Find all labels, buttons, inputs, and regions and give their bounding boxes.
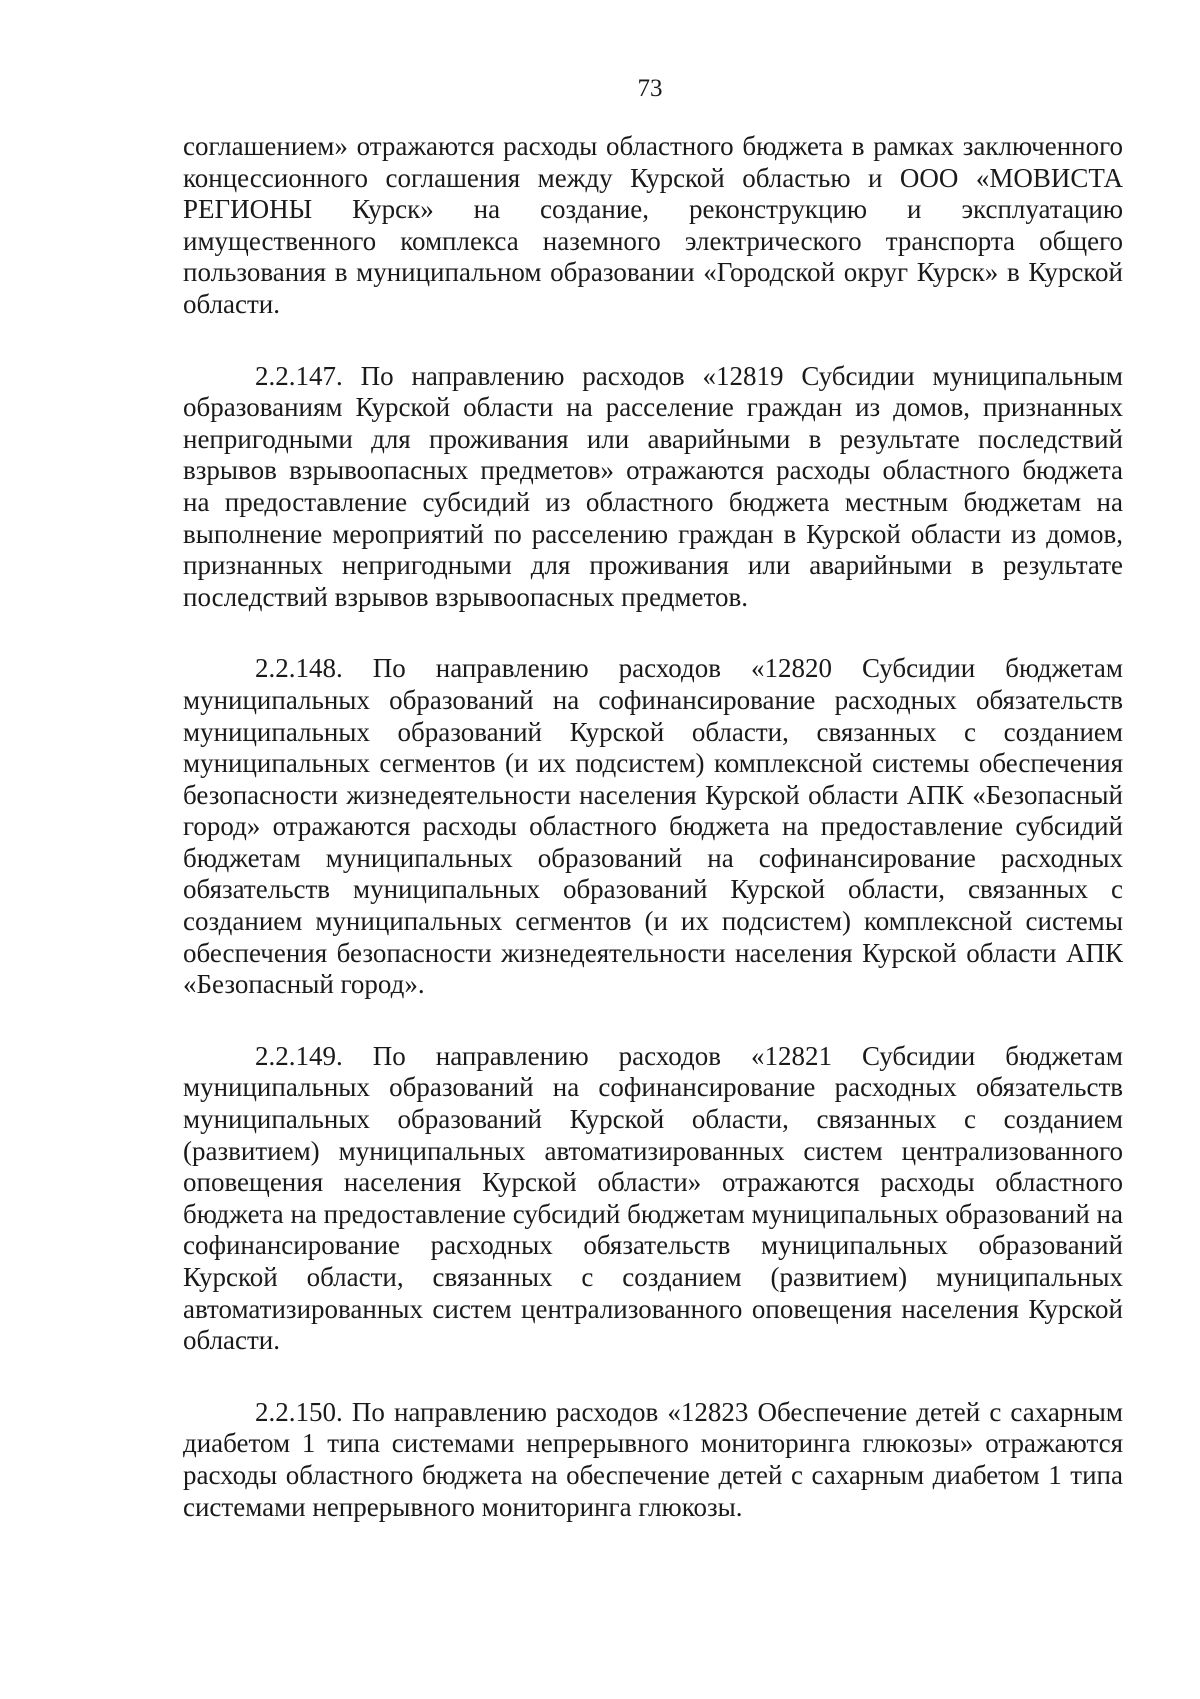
paragraph-2-2-149: 2.2.149. По направлению расходов «12821 Субсидии бюджетам муниципальных образований на софинансирование расходных обязательств муниципальных образований Курской области, связанных с созданием (развитием) муниципальных автоматизированных систем централизованного оповещения населения Курской области» отражаются расходы областного бюджета на предоставление субсидий бюджетам муниципальных образований на софинансирование расходных обязательств муниципальных образований Курской области, связанных с созданием (развитием) муниципальных автоматизированных систем централизованного оповещения населения Курской области. xyxy=(183,1040,1123,1356)
paragraph-2-2-147: 2.2.147. По направлению расходов «12819 Субсидии муниципальным образованиям Курской области на расселение граждан из домов, признанных непригодными для проживания или аварийными в результате последствий взрывов взрывоопасных предметов» отражаются расходы областного бюджета на предоставление субсидий из областного бюджета местным бюджетам на выполнение мероприятий по расселению граждан в Курской области из домов, признанных непригодными для проживания или аварийными в результате последствий взрывов взрывоопасных предметов. xyxy=(183,360,1123,612)
document-body xyxy=(183,131,1123,1523)
paragraph-continuation: соглашением» отражаются расходы областного бюджета в рамках заключенного концессионного соглашения между Курской областью и ООО «МОВИСТА РЕГИОНЫ Курск» на создание, реконструкцию и эксплуатацию имущественного комплекса наземного электрического транспорта общего пользования в муниципальном образовании «Городской округ Курск» в Курской области. xyxy=(183,131,1123,319)
paragraph-2-2-148: 2.2.148. По направлению расходов «12820 Субсидии бюджетам муниципальных образований на софинансирование расходных обязательств муниципальных образований Курской области, связанных с созданием муниципальных сегментов (и их подсистем) комплексной системы обеспечения безопасности жизнедеятельности населения Курской области АПК «Безопасный город» отражаются расходы областного бюджета на предоставление субсидий бюджетам муниципальных образований на софинансирование расходных обязательств муниципальных образований Курской области, связанных с созданием муниципальных сегментов (и их подсистем) комплексной системы обеспечения безопасности жизнедеятельности населения Курской области АПК «Безопасный город». xyxy=(183,653,1123,1000)
page-number: 73 xyxy=(637,75,663,102)
paragraph-2-2-150: 2.2.150. По направлению расходов «12823 Обеспечение детей с сахарным диабетом 1 типа системами непрерывного мониторинга глюкозы» отражаются расходы областного бюджета на обеспечение детей с сахарным диабетом 1 типа системами непрерывного мониторинга глюкозы. xyxy=(183,1396,1123,1522)
